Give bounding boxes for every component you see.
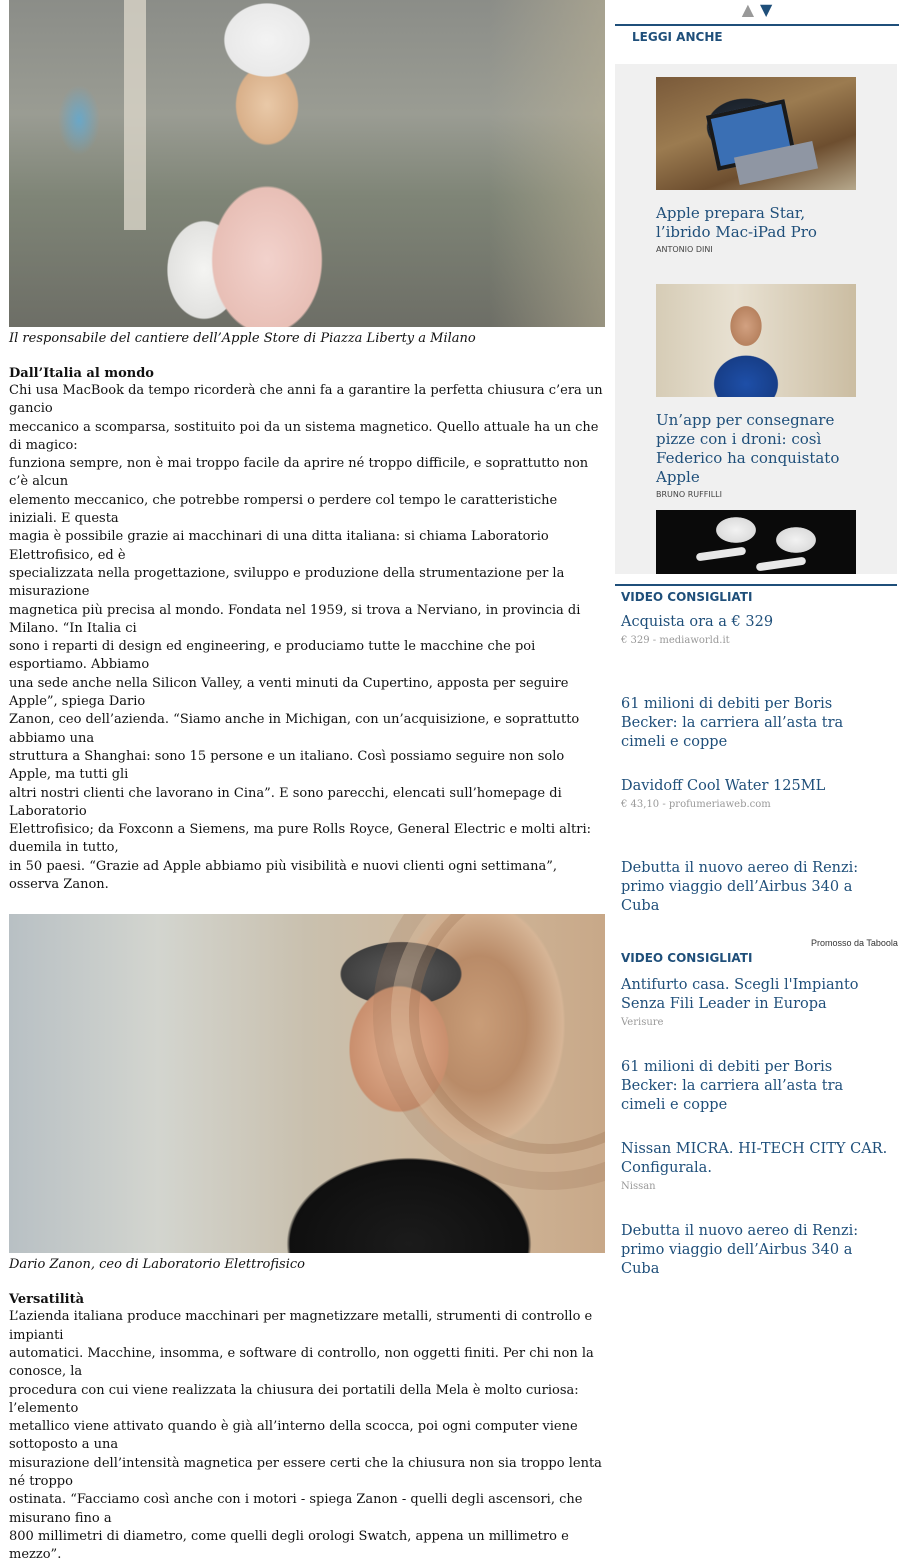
video-consigliati-header <box>615 584 897 604</box>
paragraph-line: struttura a Shanghai: sono 15 persone e un italiano. Così possiamo seguire non solo Apple, ma tutti gli <box>9 748 565 783</box>
related-article[interactable] <box>656 284 856 499</box>
video-item-title[interactable]: Antifurto casa. Scegli l'Impianto Senza Fili Leader in Europa <box>621 977 859 1012</box>
related-article[interactable] <box>656 510 856 574</box>
photo-caption: Il responsabile del cantiere dell’Apple Store di Piazza Liberty a Milano <box>9 331 476 346</box>
video-item-title[interactable]: Davidoff Cool Water 125ML <box>621 778 826 794</box>
paragraph-line: sono i reparti di design ed engineering, e produciamo tutte le macchine che poi esportiamo. Abbiamo <box>9 639 536 673</box>
paragraph-line: misurazione dell’intensità magnetica per essere certi che la chiusura non sia troppo lenta né troppo <box>9 1455 602 1489</box>
paragraph-line: Chi usa MacBook da tempo ricorderà che anni fa a garantire la perfetta chiusura c’era un gancio <box>9 383 603 417</box>
video-item[interactable] <box>621 695 891 752</box>
paragraph-line: ostinata. “Facciamo così anche con i motori - spiega Zanon - quelli degli ascensori, che misurano fino a <box>9 1492 583 1526</box>
construction-manager-photo <box>9 0 605 327</box>
video-item-title[interactable]: Acquista ora a € 329 <box>621 614 774 630</box>
paragraph-line: procedura con cui viene realizzata la chiusura dei portatili della Mela è molto curiosa: l’elemento <box>9 1382 579 1416</box>
related-article-author: ANTONIO DINI <box>656 245 713 254</box>
airpod-stem-shape <box>756 557 807 572</box>
video-consigliati-title: VIDEO CONSIGLIATI <box>621 951 753 965</box>
taboola-credit[interactable]: Promosso da Taboola <box>811 938 898 948</box>
video-item[interactable] <box>621 1058 891 1115</box>
video-item-title[interactable]: Debutta il nuovo aereo di Renzi: primo viaggio dell’Airbus 340 a Cuba <box>621 1223 859 1277</box>
video-item-source: € 329 - mediaworld.it <box>621 635 730 646</box>
paragraph-line: Zanon, ceo dell’azienda. “Siamo anche in Michigan, con un’acquisizione, e soprattutto abbiamo una <box>9 712 580 746</box>
video-item[interactable] <box>621 1222 891 1279</box>
paragraph-line: altri nostri clienti che lavorano in Cina”. E sono parecchi, elencati sull’homepage di Laboratorio <box>9 785 562 819</box>
video-consigliati-header <box>615 947 897 965</box>
video-item-source: Nissan <box>621 1181 656 1192</box>
dario-zanon-photo <box>9 914 605 1253</box>
leggi-anche-title: LEGGI ANCHE <box>632 30 723 44</box>
paragraph-line: una sede anche nella Silicon Valley, a venti minuti da Cupertino, apposta per seguire Apple”, spiega Dario <box>9 675 569 710</box>
paragraph-line: L’azienda italiana produce macchinari per magnetizzare metalli, strumenti di controllo e impianti <box>9 1309 593 1343</box>
video-consigliati-title: VIDEO CONSIGLIATI <box>621 590 753 604</box>
airpod-stem-shape <box>696 547 747 562</box>
video-item[interactable] <box>621 976 891 1028</box>
arrow-down-icon[interactable]: ▼ <box>760 0 773 19</box>
photo-caption: Dario Zanon, ceo di Laboratorio Elettrofisico <box>9 1257 305 1273</box>
video-item[interactable] <box>621 613 891 646</box>
related-articles-panel <box>615 64 897 574</box>
video-item-title[interactable]: 61 milioni di debiti per Boris Becker: la carriera all’asta tra cimeli e coppe <box>621 696 844 750</box>
photo-background-column <box>489 0 605 327</box>
sidebar <box>615 0 899 1277</box>
arrow-up-icon[interactable]: ▲ <box>741 0 754 19</box>
paragraph-line: Elettrofisico; da Foxconn a Siemens, ma pure Rolls Royce, General Electric e molti altri: duemila in tutto, <box>9 822 592 856</box>
paragraph-line: meccanico a scomparsa, sostituito poi da un sistema magnetico. Quello attuale ha un che di magico: <box>9 419 599 453</box>
related-article-title[interactable]: Un’app per consegnare pizze con i droni: così Federico ha conquistato Apple <box>656 411 840 486</box>
article-paragraph <box>9 1308 605 1564</box>
section-heading: Dall’Italia al mondo <box>9 366 154 381</box>
related-article-author: BRUNO RUFFILLI <box>656 490 722 499</box>
carousel-arrows <box>615 0 899 24</box>
paragraph-line: specializzata nella progettazione, sviluppo e produzione della strumentazione per la misurazione <box>9 565 565 600</box>
paragraph-line: elemento meccanico, che potrebbe rompersi o perdere col tempo le caratteristiche iniziali. E questa <box>9 492 558 527</box>
related-article[interactable] <box>656 77 856 254</box>
video-item-title[interactable]: Debutta il nuovo aereo di Renzi: primo viaggio dell’Airbus 340 a Cuba <box>621 860 859 914</box>
video-item-source: Verisure <box>621 1017 664 1028</box>
video-item-title[interactable]: Nissan MICRA. HI-TECH CITY CAR. Configurala. <box>621 1141 888 1176</box>
federico-thumbnail[interactable] <box>656 284 856 397</box>
leggi-anche-header <box>615 24 899 56</box>
paragraph-line: magia è possibile grazie ai macchinari di una ditta italiana: si chiama Laboratorio Elettrofisico, ed è <box>9 529 549 563</box>
paragraph-line: funziona sempre, non è mai troppo facile da aprire né troppo difficile, e soprattutto non c’è alcun <box>9 456 589 490</box>
article-paragraph <box>9 382 605 894</box>
video-item-title[interactable]: 61 milioni di debiti per Boris Becker: la carriera all’asta tra cimeli e coppe <box>621 1059 844 1113</box>
related-article-title[interactable]: Apple prepara Star, l’ibrido Mac-iPad Pro <box>656 204 817 241</box>
photo-background-beam <box>124 0 146 230</box>
article-main <box>9 0 605 1564</box>
ipad-thumbnail[interactable] <box>656 77 856 190</box>
video-item[interactable] <box>621 859 891 916</box>
video-item-source: € 43,10 - profumeriaweb.com <box>621 799 771 810</box>
paragraph-line: 800 millimetri di diametro, come quelli degli orologi Swatch, appena un millimetro e mezzo”. <box>9 1528 569 1563</box>
video-item[interactable] <box>621 777 891 810</box>
section-heading: Versatilità <box>9 1292 85 1308</box>
photo-wood-pattern <box>409 914 605 1154</box>
paragraph-line: in 50 paesi. “Grazie ad Apple abbiamo più visibilità e nuovi clienti ogni settimana”, osserva Zanon. <box>9 858 558 893</box>
paragraph-line: metallico viene attivato quando è già all’interno della scocca, poi ogni computer viene sottoposto a una <box>9 1419 578 1453</box>
paragraph-line: magnetica più precisa al mondo. Fondata nel 1959, si trova a Nerviano, in provincia di Milano. “In Italia ci <box>9 602 581 636</box>
video-item[interactable] <box>621 1140 891 1192</box>
paragraph-line: automatici. Macchine, insomma, e software di controllo, non oggetti finiti. Per chi non la conosce, la <box>9 1345 594 1380</box>
airpods-thumbnail[interactable] <box>656 510 856 574</box>
